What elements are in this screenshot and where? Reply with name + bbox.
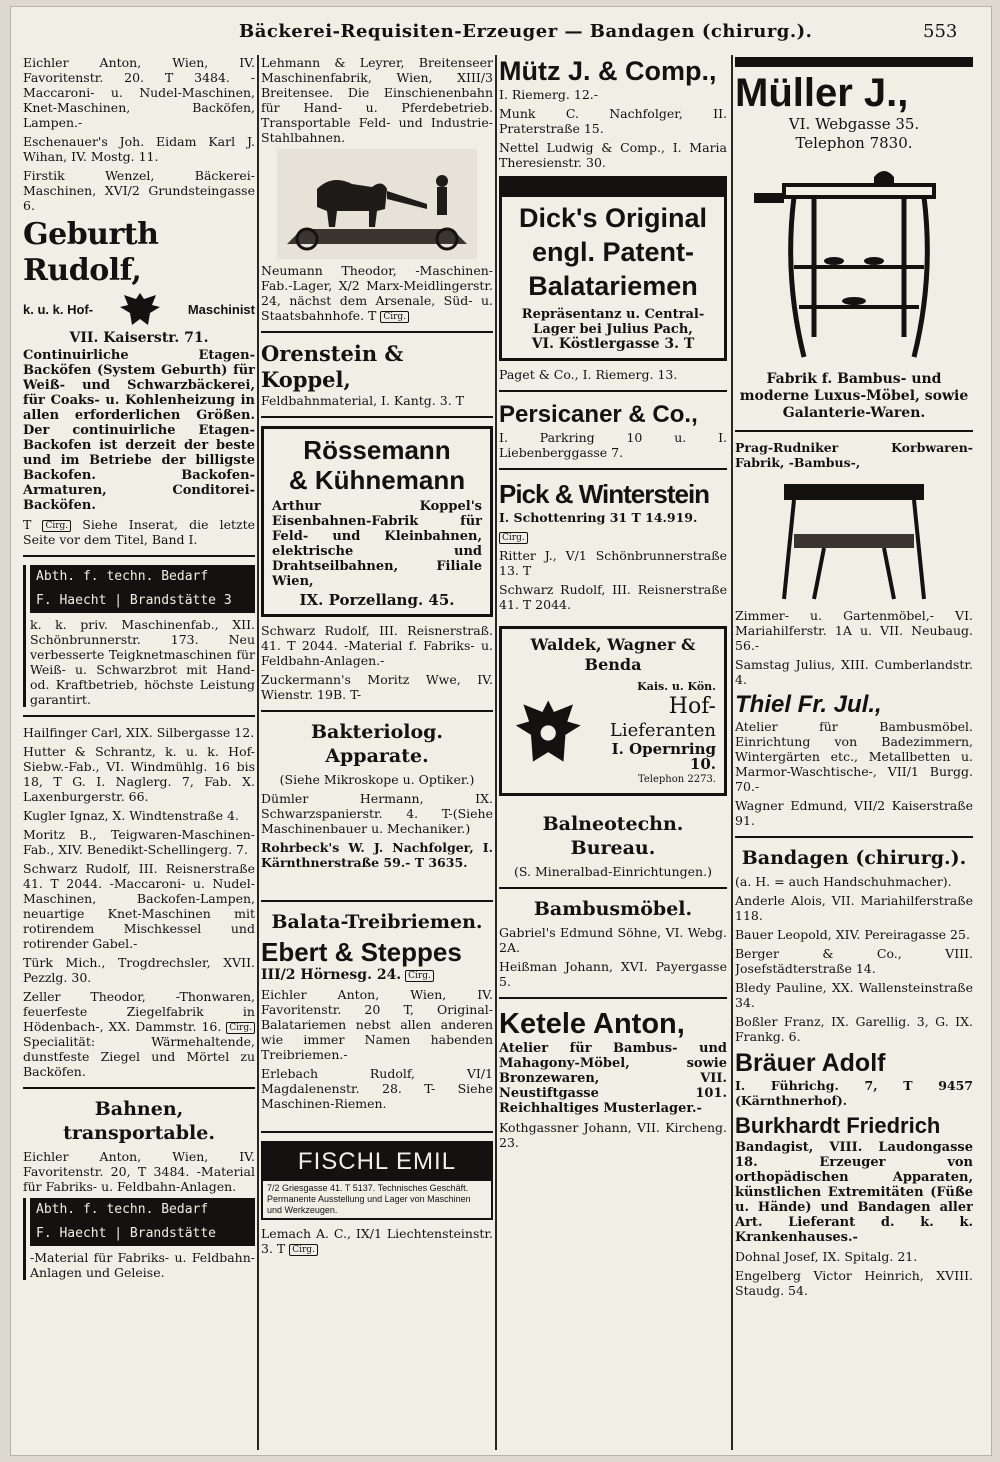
listing-entry: Dümler Hermann, IX. Schwarzspanierstr. 4. T-(Siehe Maschinenbauer u. Mechaniker.) (261, 791, 493, 836)
advert-line: Dick's Original (519, 203, 707, 233)
listing-entry: Bauer Leopold, XIV. Pereiragasse 25. (735, 927, 970, 942)
listing-entry: Engelberg Victor Heinrich, XVIII. Staudg. 54. (735, 1268, 973, 1298)
black-banner: Abth. f. techn. Bedarf (30, 565, 255, 589)
running-title: Bäckerei-Requisiten-Erzeuger — Bandagen (chirurg.). (239, 21, 813, 42)
listing-entry: Eichler Anton, Wien, IV. Favoritenstr. 20, T 3484. -Material für Fabriks- u. Feldbahn-Anlagen. (23, 1149, 255, 1194)
wicker-stand-illustration (764, 474, 944, 604)
section-heading: Bandagen (chirurg.). (741, 847, 967, 869)
listing-entry: Hailfinger Carl, XIX. Silbergasse 12. (23, 725, 255, 740)
listing-entry: Anderle Alois, VII. Mariahilferstraße 118. (735, 893, 973, 923)
advert-text: Bandagist, VIII. Laudongasse 18. Erzeuger von orthopädischen Apparaten, künstlichen Extremitäten (Füße u. Hände) und Bandagen aller Art. Lieferant d. k. k. Krankenhauses.- (735, 1140, 973, 1245)
listing-entry: Nettel Ludwig & Comp., I. Maria Theresienstr. 30. (499, 140, 727, 170)
listing-entry: Paget & Co., I. Riemerg. 13. (499, 367, 678, 382)
advert-name: Mütz J. & Comp., (499, 56, 717, 86)
divider (261, 900, 493, 902)
advert-footnote: Siehe Inserat, die letzte Seite vor dem Titel, Band I. (23, 517, 255, 547)
advert-name: Thiel Fr. Jul., (735, 691, 882, 718)
listing-entry: Schwarz Rudolf, III. Reisnerstraße 41. T 2044. (499, 582, 727, 612)
advert-name: FISCHL EMIL (263, 1143, 491, 1181)
column-1 (23, 55, 255, 1445)
column-rule (495, 55, 497, 1450)
section-heading: Bakteriolog. Apparate. (310, 721, 444, 767)
page-header (11, 21, 993, 47)
listing-entry: Samstag Julius, XIII. Cumberlandstr. 4. (735, 657, 973, 687)
divider (499, 997, 727, 999)
advert-address: I. Opernring 10. (611, 740, 716, 773)
divider (735, 836, 973, 838)
advert-text: Atelier für Bambusmöbel. Einrichtung von Badezimmern, Wintergärten etc., Metallbetten u. Marmor-Waschtische-, VII/1 Burgg. 70.- (735, 719, 973, 794)
advert-name: Persicaner & Co., (499, 401, 698, 428)
listing-entry: Eichler Anton, Wien, IV. Favoritenstr. 20. T 3484. -Maccaroni- u. Nudel-Maschinen, Knet-Maschinen, Backöfen, Lampen.- (23, 55, 255, 130)
cirg-badge: Cirg. (42, 520, 71, 532)
section-note: (S. Mineralbad-Einrichtungen.) (514, 864, 712, 879)
section-heading: Balata-Treibriemen. (271, 911, 483, 933)
directory-page (10, 6, 992, 1456)
listing-entry: Bledy Pauline, XX. Wallensteinstraße 34. (735, 980, 973, 1010)
listing-entry: Kugler Ignaz, X. Windtenstraße 4. (23, 808, 239, 823)
listing-entry: Firstik Wenzel, Bäckerei-Maschinen, XVI/2 Grundsteingasse 6. (23, 168, 255, 213)
column-rule (257, 55, 259, 1450)
listing-entry: Eschenauer's Joh. Eidam Karl J. Wihan, IV. Mostg. 11. (23, 134, 255, 164)
advert-text: -Material für Fabriks- u. Feldbahn-Anlagen und Geleise. (30, 1250, 255, 1280)
advert-lief: Lieferanten (609, 720, 716, 741)
advert-name: Ketele Anton, (499, 1008, 685, 1040)
advert-name: Rössemann (303, 435, 451, 465)
black-banner: Abth. f. techn. Bedarf (30, 1198, 255, 1222)
advert-waldek (499, 626, 727, 796)
cirg-badge: Cirg. (380, 311, 409, 323)
column-rule (731, 55, 733, 1450)
advert-name: & Kühnemann (288, 465, 466, 495)
advert-name: Müller J., (735, 71, 909, 115)
advert-name: Waldek, Wagner & Benda (530, 635, 696, 674)
listing-entry: Schwarz Rudolf, III. Reisnerstraß. 41. T 2044. -Material f. Fabriks- u. Feldbahn-Anlagen.- (261, 623, 493, 668)
listing-entry: Specialität: Wärmehaltende, dunstfeste Ziegel und Mörtel zu Backöfen. (23, 1034, 255, 1079)
maschinist-label: Maschinist (187, 301, 255, 317)
divider (261, 1131, 493, 1133)
advert-geburth: Geburth Rudolf, k. u. k. Hof- Maschinist VII. Kaiserstr. 71. Continuirliche Etagen-Backöfen (System Geburth) für Weiß- und Schwarzbäckerei, für Coaks- u. Kohlenheizung in allen erforderlichen Größen. Der continuirliche Etagen-Backofen ist derzeit der beste und im Betriebe der billigste Backofen. Backofen-Armaturen, Conditorei-Backöfen. T Cirg. Siehe Inserat, die letzte Seite vor dem Titel, Band I. (23, 217, 255, 547)
advert-text: Continuirliche Etagen-Backöfen (System Geburth) für Weiß- und Schwarzbäckerei, für Coaks- u. Kohlenheizung in allen erforderlichen Größen. Der continuirliche Etagen-Backofen ist derzeit der beste und im Betriebe der billigste Backofen. Backofen-Armaturen, Conditorei-Backöfen. (23, 348, 255, 513)
advert-line: Balatariemen (528, 271, 698, 301)
section-heading: Bahnen, transportable. (63, 1098, 215, 1144)
listing-entry: Neumann Theodor, -Maschinen-Fab.-Lager, X/2 Marx-Meidlingerstr. 24, nächst dem Arsenale, Süd- u. Staatsbahnhofe. T Cirg. (261, 263, 493, 323)
section-heading: Balneotechn. Bureau. (542, 813, 684, 859)
advert-haecht (23, 565, 255, 707)
listing-entry: Moritz B., Teigwaren-Maschinen-Fab., XIV. Benedikt-Schellingerg. 7. (23, 827, 255, 857)
advert-hof: Hof- (668, 694, 716, 719)
listing-entry: Eichler Anton, Wien, IV. Favoritenstr. 20 T, Original-Balatariemen nebst allen anderen wie immer Namen habenden Treibriemen.- (261, 987, 493, 1062)
listing-entry: Schwarz Rudolf, III. Reisnerstraße 41. T 2044. -Maccaroni- u. Nudel-Maschinen, Backofen-Lampen, neuartige Knet-Maschinen mit rotirendem Mischkessel und rotirender Gabel.- (23, 861, 255, 951)
divider (499, 468, 727, 470)
divider (261, 710, 493, 712)
section-note: (a. H. = auch Handschuhmacher). (735, 874, 952, 889)
listing-entry: Zimmer- u. Gartenmöbel,- VI. Mariahilferstr. 1A u. VII. Neubaug. 56.- (735, 608, 973, 653)
listing-entry: Prag-Rudniker Korbwaren-Fabrik, -Bambus-, (735, 440, 973, 470)
advert-tel: Telephon 2273. (637, 774, 716, 785)
listing-entry: Munk C. Nachfolger, II. Praterstraße 15. (499, 106, 727, 136)
divider (23, 1087, 255, 1089)
advert-name: Geburth Rudolf, (23, 217, 159, 288)
divider (261, 416, 493, 418)
coat-of-arms-icon (510, 693, 586, 773)
column-4 (735, 55, 973, 1445)
horse-cart-illustration (277, 149, 477, 259)
listing-entry: Ritter J., V/1 Schönbrunnerstraße 13. T (499, 548, 727, 578)
listing-entry: Kothgassner Johann, VII. Kircheng. 23. (499, 1120, 727, 1150)
divider (735, 430, 973, 432)
advert-address: VI. Köstlergasse 3. T (531, 336, 695, 352)
hof-label: k. u. k. Hof- (23, 301, 94, 317)
section-note: (Siehe Mikroskope u. Optiker.) (279, 772, 475, 787)
column-3 (499, 55, 727, 1445)
listing-entry: Wagner Edmund, VII/2 Kaiserstraße 91. (735, 798, 973, 828)
advert-text: Fabrik f. Bambus- und moderne Luxus-Möbel, sowie Galanterie-Waren. (739, 371, 969, 421)
divider (499, 390, 727, 392)
advert-haecht-2 (23, 1198, 255, 1280)
advert-text: Arthur Koppel's Eisenbahnen-Fabrik für Feld- und Kleinbahnen, elektrische und Drahtseilbahnen, Filiale Wien, (272, 499, 482, 589)
black-banner: F. Haecht | Brandstätte (30, 1222, 255, 1246)
listing-entry: Lemach A. C., IX/1 Liechtensteinstr. 3. T (261, 1226, 493, 1256)
divider (23, 555, 255, 557)
cirg-badge: Cirg. (226, 1022, 255, 1034)
listing-entry: Berger & Co., VIII. Josefstädterstraße 14. (735, 946, 973, 976)
listing-entry: Lehmann & Leyrer, Breitenseer Maschinenfabrik, Wien, XIII/3 Breitensee. Die Einschienenbahn für Hand- u. Pferdebetrieb. Transportable Feld- und Industrie-Stahlbahnen. (261, 55, 493, 145)
advert-address: III/2 Hörnesg. 24. (261, 967, 402, 983)
divider (499, 887, 727, 889)
divider (261, 331, 493, 333)
advert-orenstein (261, 341, 493, 408)
listing-entry: Zuckermann's Moritz Wwe, IV. Wienstr. 19B. T- (261, 672, 493, 702)
advert-text: Repräsentanz u. Central-Lager bei Julius Pach, (521, 307, 705, 337)
advert-text: Atelier für Bambus- und Mahagony-Möbel, sowie Bronzewaren, VII. Neustiftgasse 101. Reichhaltiges Musterlager.- (499, 1041, 727, 1116)
advert-roessemann (261, 426, 493, 617)
divider (23, 715, 255, 717)
advert-tel: Telephon 7830. (795, 134, 913, 152)
advert-name: Burkhardt Friedrich (735, 1113, 941, 1138)
advert-name: Orenstein & Koppel, (261, 341, 404, 392)
page-number: 553 (923, 21, 958, 42)
column-2 (261, 55, 493, 1445)
advert-address: I. Parkring 10 u. I. Liebenberggasse 7. (499, 430, 727, 460)
section-heading: Bambusmöbel. (533, 898, 693, 920)
advert-name: Ebert & Steppes (261, 937, 462, 967)
listing-entry: Rohrbeck's W. J. Nachfolger, I. Kärnthnerstraße 59.- T 3635. (261, 840, 493, 870)
listing-entry: Zeller Theodor, -Thonwaren, feuerfeste Ziegelfabrik in Hödenbach-, XX. Dammstr. 16. (23, 989, 255, 1034)
advert-address: I. Führichg. 7, T 9457 (Kärnthnerhof). (735, 1078, 973, 1108)
advert-address: I. Riemerg. 12.- (499, 87, 598, 102)
advert-dicks (499, 176, 727, 361)
listing-entry: Dohnal Josef, IX. Spitalg. 21. (735, 1249, 918, 1264)
advert-address: IX. Porzellang. 45. (299, 591, 455, 609)
advert-name: Bräuer Adolf (735, 1049, 886, 1077)
listing-entry: Erlebach Rudolf, VI/1 Magdalenenstr. 28. T- Siehe Maschinen-Riemen. (261, 1066, 493, 1111)
listing-entry: Heißman Johann, XVI. Payergasse 5. (499, 959, 727, 989)
advert-text: 7/2 Griesgasse 41. T 5137. Technisches Geschäft. Permanente Ausstellung und Lager von Maschinen und Werkzeugen. (267, 1183, 471, 1215)
advert-address: VI. Webgasse 35. (788, 115, 920, 133)
listing-entry: Boßler Franz, IX. Garellig. 3, G. IX. Frankg. 6. (735, 1014, 973, 1044)
advert-fischl (261, 1141, 493, 1220)
advert-text: k. k. priv. Maschinenfab., XII. Schönbrunnerstr. 173. Neu verbesserte Teigknetmaschinen für Weiß- u. Schwarzbrot mit Hand- od. Kraftbetrieb, höchste Leistung garantirt. (30, 617, 255, 707)
advert-name: Pick & Winterstein (499, 479, 710, 509)
listing-entry: Gabriel's Edmund Söhne, VI. Webg. 2A. (499, 925, 727, 955)
cirg-badge: Cirg. (499, 532, 528, 544)
cirg-badge: Cirg. (289, 1244, 318, 1256)
listing-entry: Hutter & Schrantz, k. u. k. Hof-Siebw.-Fab., VI. Windmühlg. 16 bis 18, T G. I. Naglerg. 7, Fab. X. Laxenburgerstr. 66. (23, 744, 255, 804)
advert-address: VII. Kaiserstr. 71. (69, 330, 209, 346)
advert-sub: Kais. u. Kön. (637, 680, 716, 693)
bamboo-table-illustration (754, 157, 954, 367)
double-eagle-icon (118, 289, 162, 329)
cirg-badge: Cirg. (405, 970, 434, 982)
advert-address: Feldbahnmaterial, I. Kantg. 3. T (261, 393, 464, 408)
advert-address: I. Schottenring 31 T 14.919. (499, 510, 698, 525)
listing-entry: Türk Mich., Trogdrechsler, XVII. Pezzlg. 30. (23, 955, 255, 985)
black-banner: F. Haecht | Brandstätte 3 (30, 589, 255, 613)
advert-line: engl. Patent- (531, 237, 694, 267)
